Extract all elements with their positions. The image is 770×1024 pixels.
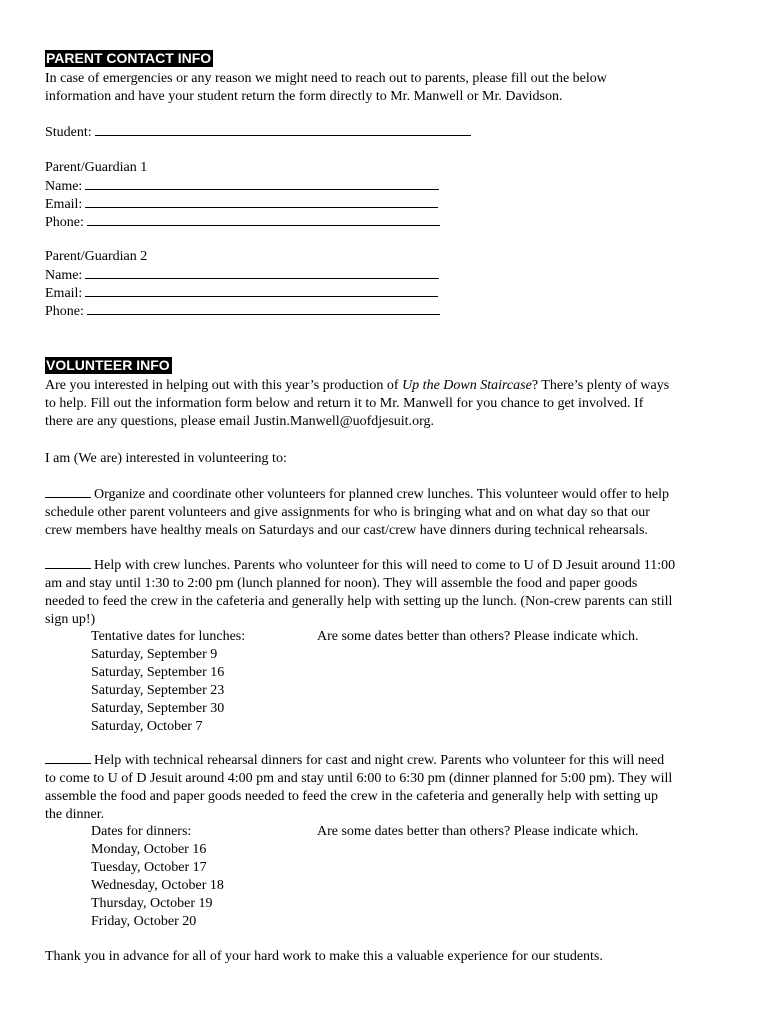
guardian1-email-field[interactable] [45,195,438,214]
guardian2-phone-label: Phone: [45,304,84,319]
volunteer-intro-line [45,377,735,395]
guardian2-title: Parent/Guardian 2 [45,249,148,264]
option-text: Organize and coordinate other volunteers for planned crew lunches. This volunteer would offer to help [94,487,669,502]
guardian1-title: Parent/Guardian 1 [45,160,148,175]
option-lunches [45,556,735,629]
lunch-dates-question: Are some dates better than others? Please indicate which. [317,629,639,644]
guardian2-email-field[interactable] [45,284,438,303]
parent-intro-line: information and have your student return the form directly to Mr. Manwell or Mr. Davidson. [45,89,563,104]
dinner-date: Friday, October 20 [91,914,197,929]
guardian2-name-label: Name: [45,268,83,283]
guardian2-name-input-line[interactable] [85,266,439,279]
student-input-line[interactable] [95,123,471,136]
guardian1-phone-field[interactable] [45,213,440,232]
volunteer-intro-line: there are any questions, please email Justin.Manwell@uofdjesuit.org. [45,414,434,429]
parent-intro [45,70,735,106]
option-line [45,556,735,575]
option-line: to come to U of D Jesuit around 4:00 pm and stay until 6:00 to 6:30 pm (dinner planned for 5:00 pm). They will [45,771,673,786]
option-organize-checkline[interactable] [45,485,91,498]
guardian2-phone-field[interactable] [45,302,440,321]
parent-intro-line: In case of emergencies or any reason we might need to reach out to parents, please fill out the below [45,71,607,86]
volunteer-info-heading: VOLUNTEER INFO [46,357,170,373]
option-organize [45,485,735,540]
volunteer-intro-text: ? There’s plenty of ways [531,378,670,393]
option-line: the dinner. [45,807,105,822]
option-line [45,485,735,504]
guardian1-phone-label: Phone: [45,215,84,230]
parent-contact-heading: PARENT CONTACT INFO [46,50,212,66]
volunteer-intro-text: Are you interested in helping out with this year’s production of [45,378,403,393]
option-line: needed to feed the crew in the cafeteria and generally help with setting up the lunch. (Non-crew parents can still [45,594,673,609]
lunch-date: Saturday, September 9 [91,647,218,662]
option-line: crew members have healthy meals on Saturdays and our cast/crew have dinners during technical rehearsals. [45,523,648,538]
guardian2-phone-input-line[interactable] [87,302,440,315]
production-title: Up the Down Staircase [402,378,532,393]
dinner-date: Wednesday, October 18 [91,878,224,893]
student-field[interactable] [45,123,471,142]
guardian2-email-input-line[interactable] [85,284,438,297]
dinner-dates-question: Are some dates better than others? Please indicate which. [317,824,639,839]
guardian1-phone-input-line[interactable] [87,213,440,226]
guardian2-name-field[interactable] [45,266,439,285]
dinner-date: Tuesday, October 17 [91,860,207,875]
option-line: assemble the food and paper goods needed to feed the crew in the cafeteria and generally help with setting up [45,789,659,804]
lunch-dates-list [91,628,245,736]
guardian1-name-field[interactable] [45,177,439,196]
thank-you-note: Thank you in advance for all of your hard work to make this a valuable experience for our students. [45,949,603,964]
guardian1-email-input-line[interactable] [85,195,438,208]
option-line: schedule other parent volunteers and give assignments for who is bringing what and on what day so that our [45,505,650,520]
option-dinners [45,751,735,824]
volunteer-intro [45,377,735,431]
dinner-dates-list [91,823,224,931]
option-dinners-checkline[interactable] [45,751,91,764]
option-line [45,751,735,770]
dinner-dates-label: Dates for dinners: [91,824,192,839]
guardian1-email-label: Email: [45,197,83,212]
guardian2-email-label: Email: [45,286,83,301]
guardian1-name-input-line[interactable] [85,177,439,190]
dinner-date: Thursday, October 19 [91,896,213,911]
option-line: sign up!) [45,612,96,627]
option-lunches-checkline[interactable] [45,556,91,569]
lunch-date: Saturday, September 23 [91,683,225,698]
guardian1-name-label: Name: [45,179,83,194]
lunch-dates-label: Tentative dates for lunches: [91,629,246,644]
student-label: Student: [45,125,92,140]
lunch-date: Saturday, September 16 [91,665,225,680]
interest-statement: I am (We are) interested in volunteering to: [45,451,287,466]
lunch-date: Saturday, October 7 [91,719,203,734]
option-text: Help with technical rehearsal dinners for cast and night crew. Parents who volunteer for this will need [94,753,665,768]
option-line: am and stay until 1:30 to 2:00 pm (lunch planned for noon). They will assemble the food and paper goods [45,576,638,591]
volunteer-intro-line: to help. Fill out the information form below and return it to Mr. Manwell for you chance to get involved. If [45,396,644,411]
dinner-date: Monday, October 16 [91,842,207,857]
lunch-date: Saturday, September 30 [91,701,225,716]
option-text: Help with crew lunches. Parents who volunteer for this will need to come to U of D Jesuit around 11:00 [94,558,676,573]
